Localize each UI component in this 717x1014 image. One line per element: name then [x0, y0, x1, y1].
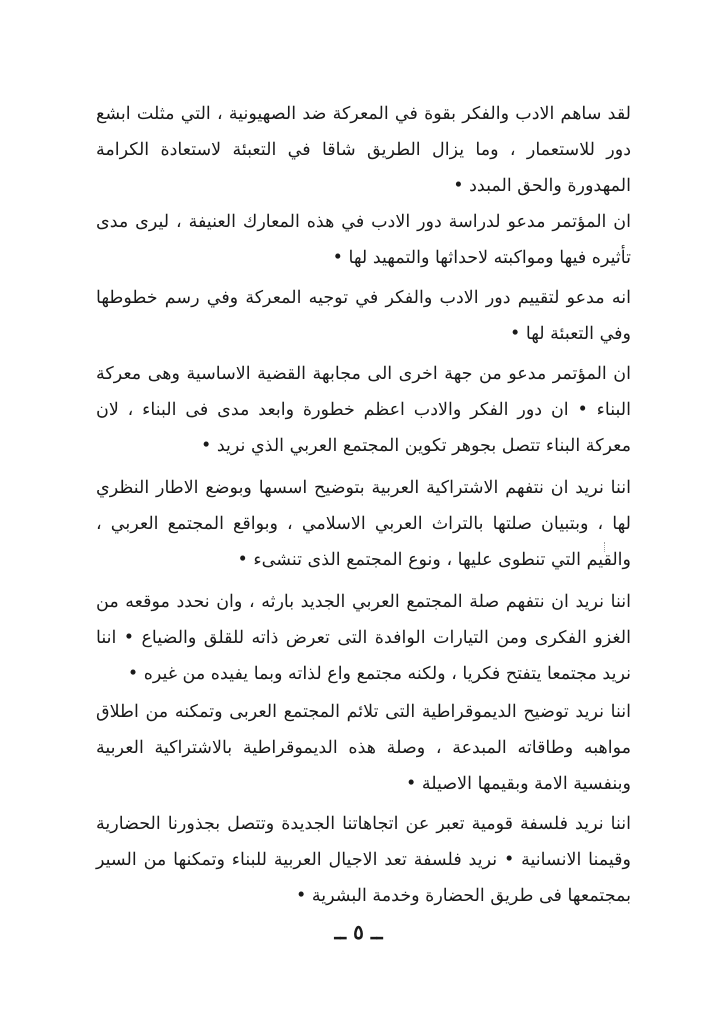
paragraph-democracy: اننا نريد توضيح الديموقراطية التى تلائم المجتمع العربى وتمكنه من اطلاق مواهبه وطاقاته المبدعة ، وصلة هذه الديموقراطية بالاشتراكية العربية وبنفسية الامة وبقيمها الاصيلة • [96, 702, 631, 794]
paragraph-zionism-struggle: لقد ساهم الادب والفكر بقوة في المعركة ضد الصهيونية ، التي مثلت ابشع دور للاستعمار ، وما يزال الطريق شاقا في التعبئة لاستعادة الكرامة المهدورة والحق المبدد • [96, 104, 631, 196]
paragraph-evaluate-role: انه مدعو لتقييم دور الادب والفكر في توجيه المعركة وفي رسم خطوطها وفي التعبئة لها • [96, 288, 631, 344]
paragraph-national-philosophy: اننا نريد فلسفة قومية تعبر عن اتجاهاتنا الجديدة وتتصل بجذورنا الحضارية وقيمنا الانسانية • نريد فلسفة تعد الاجيال العربية للبناء وتمكنها من السير بمجتمعها فى طريق الحضارة وخدمة البشرية • [96, 814, 631, 906]
scan-speck [604, 542, 611, 552]
page-number: ــ ٥ ــ [334, 920, 383, 944]
paragraph-heritage-link: اننا نريد ان نتفهم صلة المجتمع العربي الجديد بارثه ، وان نحدد موقعه من الغزو الفكرى ومن التيارات الوافدة التى تعرض ذاته للقلق والضياع • اننا نريد مجتمعا يتفتح فكريا ، ولكنه مجتمع واع لذاته وبما يفيده من غيره • [96, 592, 631, 684]
paragraph-conference-study: ان المؤتمر مدعو لدراسة دور الادب في هذه المعارك العنيفة ، ليرى مدى تأثيره فيها ومواكبته لاحداثها والتمهيد لها • [96, 212, 631, 268]
paragraph-arab-socialism: اننا نريد ان نتفهم الاشتراكية العربية بتوضيح اسسها وبوضع الاطار النظري لها ، وبتبيان صلتها بالتراث العربي الاسلامي ، وبواقع المجتمع العربي ، والقيم التي تنطوى عليها ، ونوع المجتمع الذى تنشىء • [96, 478, 631, 570]
paragraph-battle-of-building: ان المؤتمر مدعو من جهة اخرى الى مجابهة القضية الاساسية وهى معركة البناء • ان دور الفكر والادب اعظم خطورة وابعد مدى فى البناء ، لان معركة البناء تتصل بجوهر تكوين المجتمع العربي الذي نريد • [96, 364, 631, 456]
